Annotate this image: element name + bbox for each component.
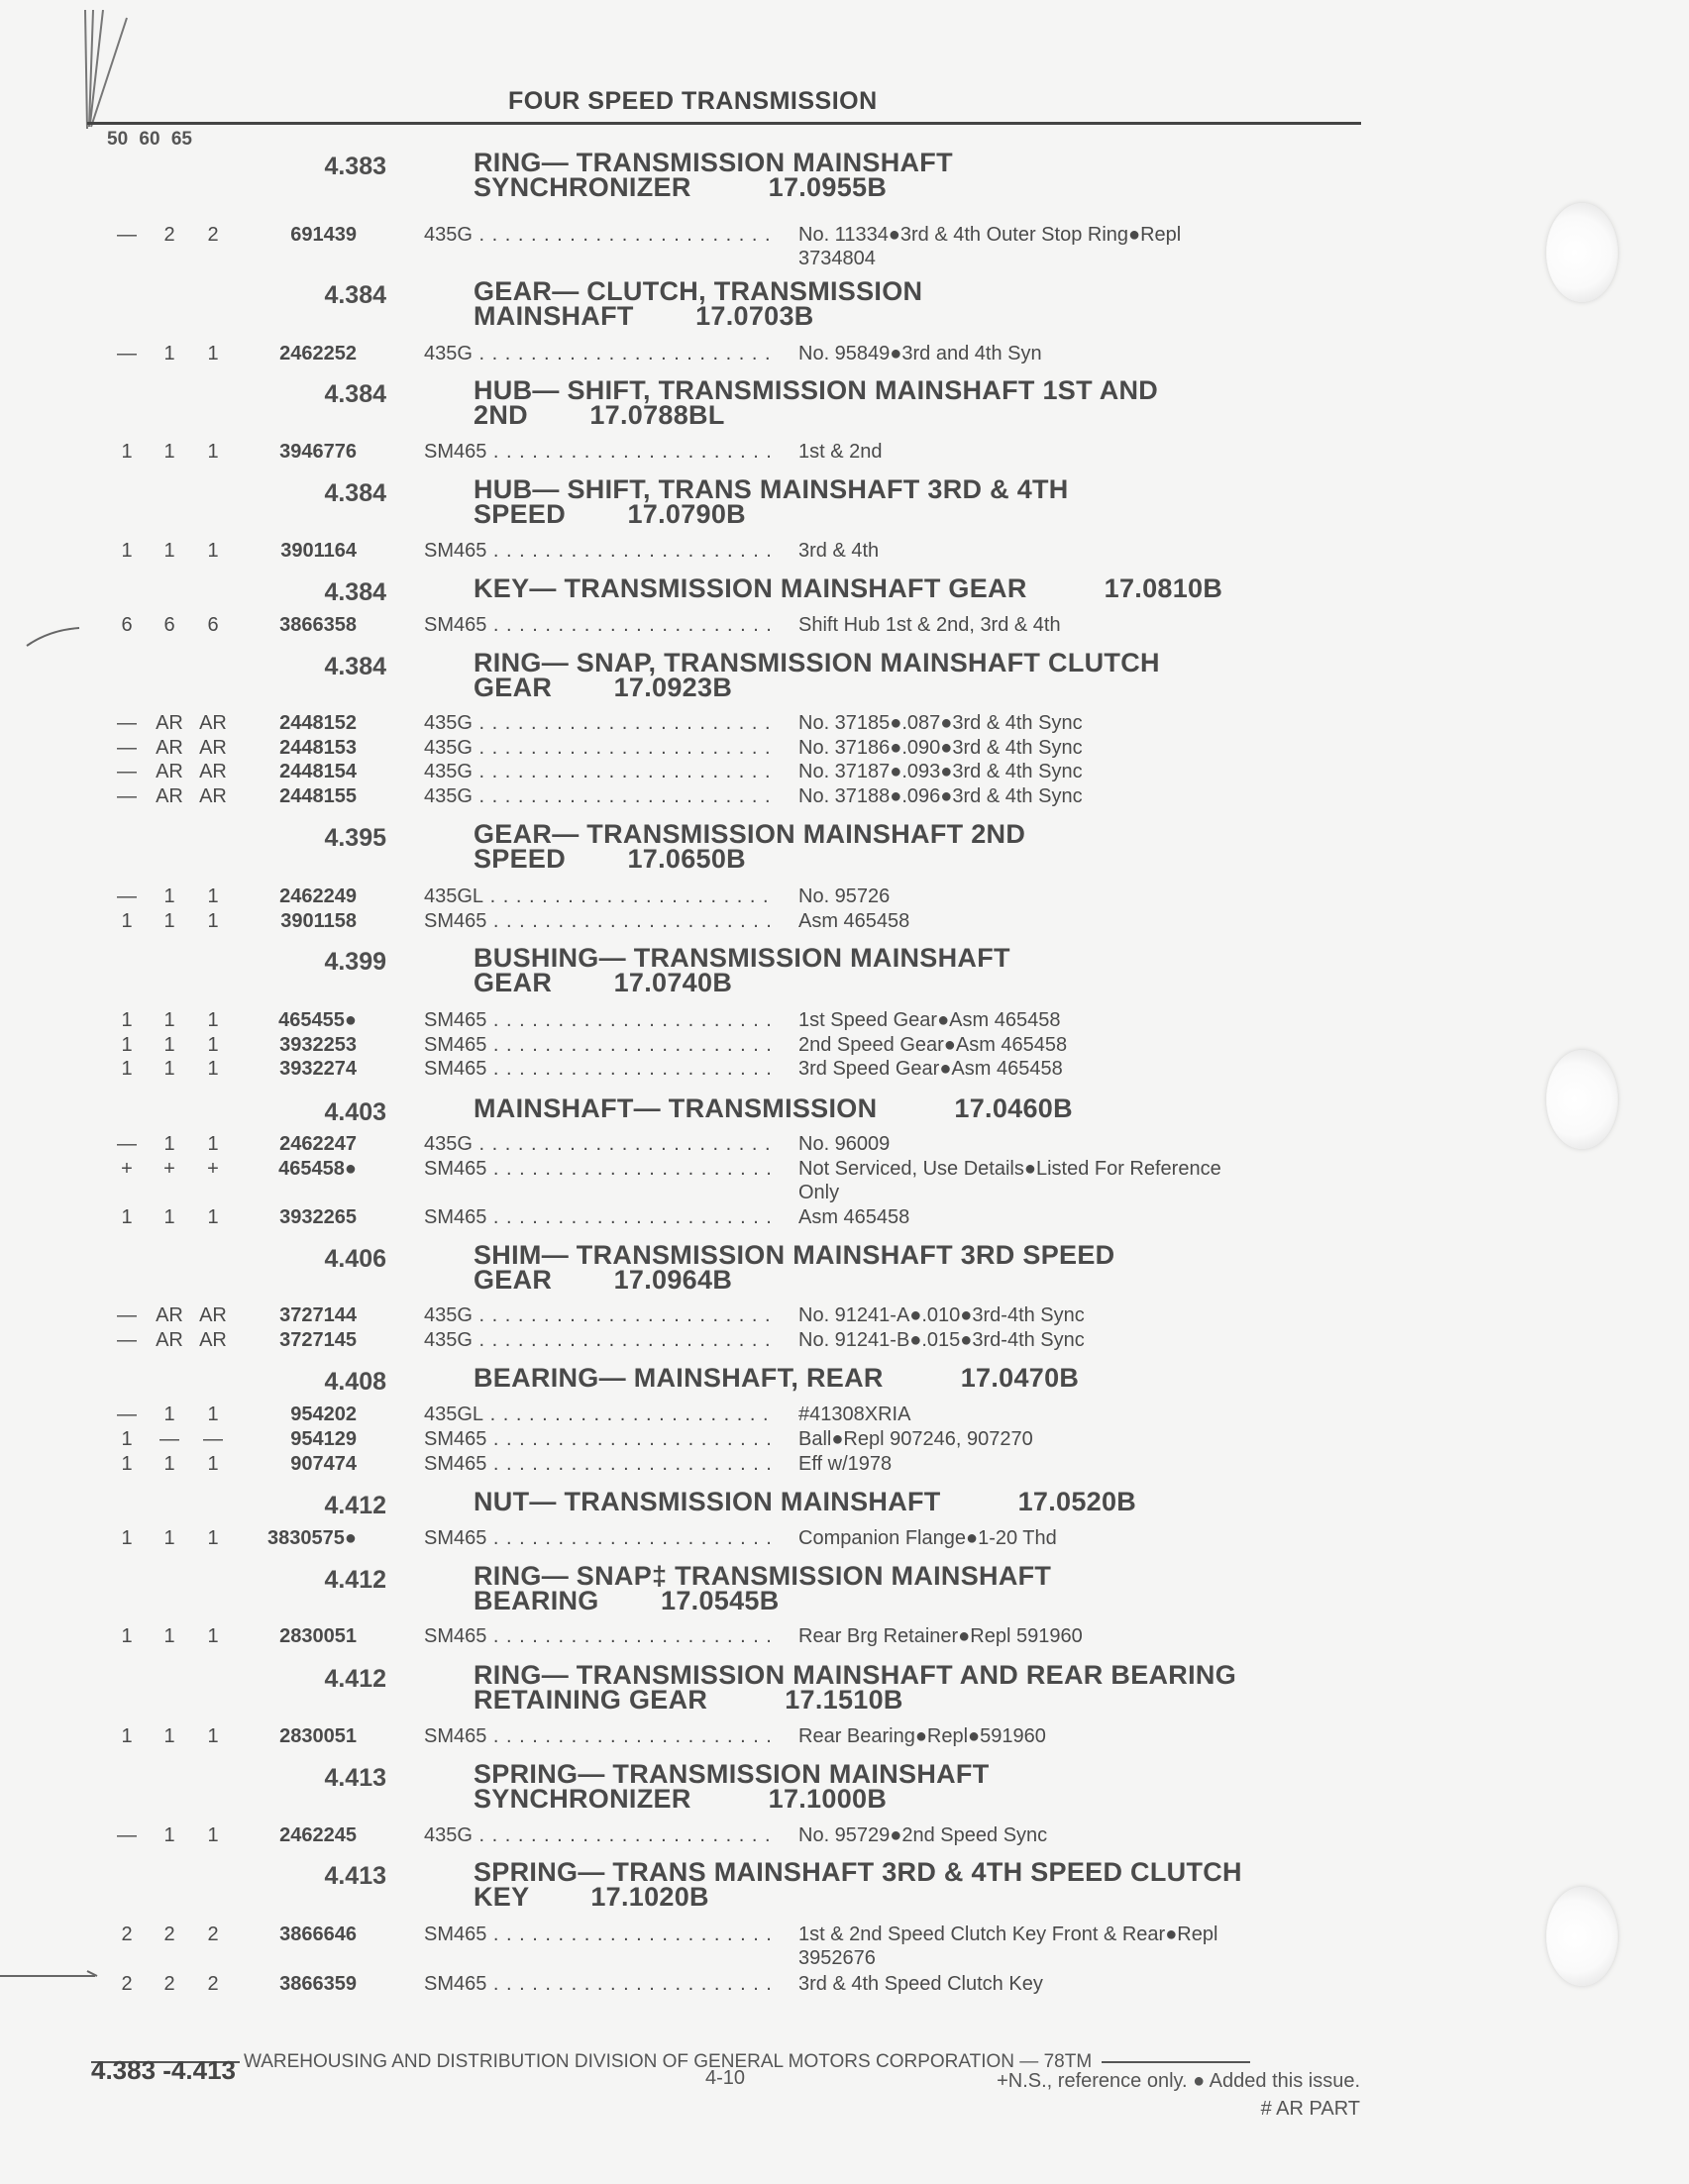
part-description-line: Rear Bearing●Repl●591960 xyxy=(798,1725,1046,1747)
part-description-line: No. 95729●2nd Speed Sync xyxy=(798,1824,1048,1846)
quantity-60: AR xyxy=(156,737,183,759)
section-title: GEAR 17.0740B xyxy=(474,968,733,997)
part-description-line: Eff w/1978 xyxy=(798,1453,893,1475)
transmission-model xyxy=(424,1403,773,1426)
quantity-50: 1 xyxy=(121,441,133,463)
transmission-model-code: 435GL xyxy=(424,885,484,907)
quantity-60: 1 xyxy=(163,1404,175,1425)
quantity-60: AR xyxy=(156,1329,183,1351)
quantity-60: 2 xyxy=(163,224,175,246)
quantity-65: 1 xyxy=(207,1625,219,1647)
transmission-model-code: 435G xyxy=(424,1329,473,1351)
quantity-65: 1 xyxy=(207,1404,219,1425)
part-description xyxy=(798,1205,1353,1229)
part-description-line: Ball●Repl 907246, 907270 xyxy=(798,1428,1033,1450)
quantity-65: 1 xyxy=(207,441,219,463)
quantity-60: 1 xyxy=(163,1034,175,1056)
part-description xyxy=(798,1427,1353,1451)
part-description-line: 3rd & 4th Speed Clutch Key xyxy=(798,1973,1043,1995)
part-description-line: No. 91241-A●.010●3rd-4th Sync xyxy=(798,1304,1085,1326)
transmission-model xyxy=(424,711,773,735)
part-number: 2462249 xyxy=(279,885,357,907)
quantity-65: AR xyxy=(199,785,227,807)
part-number: 954129 xyxy=(290,1428,357,1450)
part-number: 465455● xyxy=(278,1009,357,1031)
section-title: KEY 17.1020B xyxy=(474,1882,709,1912)
part-description xyxy=(798,1624,1353,1648)
quantity-60: 1 xyxy=(163,1824,175,1846)
quantity-50: 1 xyxy=(121,1009,133,1031)
part-number: 3932253 xyxy=(279,1034,357,1056)
transmission-model-code: SM465 xyxy=(424,910,487,932)
section-title: NUT— TRANSMISSION MAINSHAFT 17.0520B xyxy=(474,1487,1137,1516)
quantity-65: 1 xyxy=(207,1034,219,1056)
part-description xyxy=(798,613,1353,637)
quantity-60: 1 xyxy=(163,885,175,907)
quantity-60: 1 xyxy=(163,1453,175,1475)
section-title: RETAINING GEAR 17.1510B xyxy=(474,1685,903,1715)
pen-marks-corner xyxy=(77,10,137,139)
quantity-50: 2 xyxy=(121,1924,133,1945)
section-title: RING— TRANSMISSION MAINSHAFT AND REAR BEARING xyxy=(474,1660,1237,1690)
part-description xyxy=(798,342,1353,365)
transmission-model xyxy=(424,342,773,365)
transmission-model-code: 435G xyxy=(424,761,473,782)
part-description-line: 3952676 xyxy=(798,1947,876,1969)
transmission-model-code: SM465 xyxy=(424,1158,487,1180)
transmission-model xyxy=(424,1823,773,1847)
transmission-model xyxy=(424,613,773,637)
quantity-65: AR xyxy=(199,1329,227,1351)
section-number: 4.406 xyxy=(324,1245,386,1273)
transmission-model xyxy=(424,1057,773,1081)
part-number: 2448155 xyxy=(279,785,357,807)
part-description xyxy=(798,1452,1353,1476)
section-number: 4.413 xyxy=(324,1764,386,1792)
quantity-60: — xyxy=(159,1428,179,1450)
section-title: MAINSHAFT— TRANSMISSION 17.0460B xyxy=(474,1093,1073,1123)
transmission-model xyxy=(424,1427,773,1451)
transmission-model-code: 435G xyxy=(424,1133,473,1155)
transmission-model-code: 435G xyxy=(424,343,473,364)
page-title: FOUR SPEED TRANSMISSION xyxy=(508,87,878,115)
transmission-model-code: SM465 xyxy=(424,1625,487,1647)
transmission-model xyxy=(424,1303,773,1327)
quantity-50: — xyxy=(117,785,137,807)
quantity-50: — xyxy=(117,761,137,782)
quantity-60: 1 xyxy=(163,343,175,364)
footer-range: 4.383 -4.413 xyxy=(91,2055,237,2085)
transmission-model xyxy=(424,1132,773,1156)
part-number: 3901164 xyxy=(280,540,357,562)
section-number: 4.384 xyxy=(324,380,386,408)
part-number: 3866358 xyxy=(279,614,357,636)
part-description xyxy=(798,1303,1353,1327)
quantity-65: 6 xyxy=(207,614,219,636)
part-description xyxy=(798,1008,1353,1032)
transmission-model xyxy=(424,1972,773,1996)
transmission-model xyxy=(424,1033,773,1057)
part-number: 3830575● xyxy=(267,1527,357,1549)
quantity-60: 1 xyxy=(163,1625,175,1647)
section-title: BEARING— MAINSHAFT, REAR 17.0470B xyxy=(474,1363,1080,1393)
section-number: 4.412 xyxy=(324,1665,386,1693)
transmission-model-code: SM465 xyxy=(424,614,487,636)
section-title: SYNCHRONIZER 17.0955B xyxy=(474,172,888,202)
quantity-50: 1 xyxy=(121,1428,133,1450)
part-number: 2448152 xyxy=(279,712,357,734)
section-title: GEAR 17.0923B xyxy=(474,673,733,702)
quantity-50: 6 xyxy=(121,614,133,636)
section-title: GEAR 17.0964B xyxy=(474,1265,733,1295)
part-description xyxy=(798,1033,1353,1057)
section-title: BUSHING— TRANSMISSION MAINSHAFT xyxy=(474,943,1010,973)
part-description-line: 3rd & 4th xyxy=(798,540,880,562)
pen-mark-margin xyxy=(25,622,84,652)
section-number: 4.384 xyxy=(324,653,386,680)
transmission-model xyxy=(424,1008,773,1032)
footer-rule-right xyxy=(1102,2061,1250,2063)
header-rule xyxy=(87,122,1361,125)
section-title: SPEED 17.0790B xyxy=(474,499,746,529)
part-description xyxy=(798,1328,1353,1352)
quantity-65: 1 xyxy=(207,1824,219,1846)
part-number: 691439 xyxy=(290,224,357,246)
section-title: GEAR— TRANSMISSION MAINSHAFT 2ND xyxy=(474,819,1026,849)
transmission-model xyxy=(424,1923,773,1946)
part-description xyxy=(798,1724,1353,1748)
quantity-50: — xyxy=(117,737,137,759)
part-number: 3932265 xyxy=(279,1206,357,1228)
quantity-50: — xyxy=(117,1329,137,1351)
transmission-model xyxy=(424,1526,773,1550)
section-number: 4.395 xyxy=(324,824,386,852)
quantity-65: AR xyxy=(199,712,227,734)
part-description xyxy=(798,760,1353,783)
part-description-line: No. 37187●.093●3rd & 4th Sync xyxy=(798,761,1083,782)
quantity-50: — xyxy=(117,1404,137,1425)
year-columns-header: 50 60 65 xyxy=(107,129,192,150)
transmission-model xyxy=(424,440,773,464)
quantity-50: — xyxy=(117,885,137,907)
part-number: 3946776 xyxy=(279,441,357,463)
quantity-60: 6 xyxy=(163,614,175,636)
transmission-model-code: 435G xyxy=(424,737,473,759)
quantity-65: 1 xyxy=(207,540,219,562)
quantity-65: 1 xyxy=(207,910,219,932)
part-description-line: 1st & 2nd Speed Clutch Key Front & Rear●Repl xyxy=(798,1924,1218,1945)
part-number: 954202 xyxy=(290,1404,357,1425)
part-description-line: #41308XRIA xyxy=(798,1404,911,1425)
quantity-65: 2 xyxy=(207,1924,219,1945)
part-description-line: Companion Flange●1-20 Thd xyxy=(798,1527,1057,1549)
quantity-65: 1 xyxy=(207,343,219,364)
section-number: 4.383 xyxy=(324,153,386,180)
section-title: SPRING— TRANS MAINSHAFT 3RD & 4TH SPEED CLUTCH xyxy=(474,1857,1242,1887)
quantity-65: 1 xyxy=(207,1058,219,1080)
transmission-model-code: SM465 xyxy=(424,441,487,463)
quantity-50: — xyxy=(117,1824,137,1846)
part-description-line: No. 37186●.090●3rd & 4th Sync xyxy=(798,737,1083,759)
section-title: GEAR— CLUTCH, TRANSMISSION xyxy=(474,276,923,306)
section-number: 4.384 xyxy=(324,578,386,606)
part-description-line: 2nd Speed Gear●Asm 465458 xyxy=(798,1034,1068,1056)
transmission-model-code: SM465 xyxy=(424,1973,487,1995)
section-title: MAINSHAFT 17.0703B xyxy=(474,301,814,331)
transmission-model-code: 435G xyxy=(424,1824,473,1846)
quantity-60: 2 xyxy=(163,1973,175,1995)
part-description xyxy=(798,884,1353,908)
quantity-50: 2 xyxy=(121,1973,133,1995)
quantity-50: 1 xyxy=(121,1206,133,1228)
footer-legend-line-1: +N.S., reference only. ● Added this issue. xyxy=(997,2070,1360,2092)
part-description xyxy=(798,1403,1353,1426)
quantity-65: AR xyxy=(199,761,227,782)
punch-hole-middle xyxy=(1546,1050,1618,1149)
part-description-line: No. 95849●3rd and 4th Syn xyxy=(798,343,1042,364)
part-description xyxy=(798,223,1353,270)
quantity-50: — xyxy=(117,224,137,246)
part-description-line: No. 95726 xyxy=(798,885,891,907)
part-number: 3727145 xyxy=(279,1329,357,1351)
footer-legend xyxy=(997,2067,1360,2123)
quantity-60: 1 xyxy=(163,1527,175,1549)
quantity-60: AR xyxy=(156,712,183,734)
quantity-60: 2 xyxy=(163,1924,175,1945)
section-title: RING— SNAP‡ TRANSMISSION MAINSHAFT xyxy=(474,1561,1052,1591)
part-description xyxy=(798,784,1353,808)
quantity-50: 1 xyxy=(121,1034,133,1056)
section-number: 4.413 xyxy=(324,1862,386,1890)
footer-page-number: 4-10 xyxy=(705,2067,746,2089)
part-description-line: 1st Speed Gear●Asm 465458 xyxy=(798,1009,1061,1031)
punch-hole-bottom xyxy=(1546,1887,1618,1986)
part-number: 2830051 xyxy=(279,1725,357,1747)
section-title: SPEED 17.0650B xyxy=(474,844,746,874)
part-description-line: 3rd Speed Gear●Asm 465458 xyxy=(798,1058,1063,1080)
part-description-line: Not Serviced, Use Details●Listed For Reference xyxy=(798,1158,1221,1180)
part-description-line: Shift Hub 1st & 2nd, 3rd & 4th xyxy=(798,614,1061,636)
transmission-model-code: SM465 xyxy=(424,1924,487,1945)
quantity-65: 2 xyxy=(207,224,219,246)
part-number: 465458● xyxy=(278,1158,357,1180)
part-description xyxy=(798,539,1353,563)
part-description-line: No. 11334●3rd & 4th Outer Stop Ring●Repl xyxy=(798,224,1182,246)
part-number: 2462247 xyxy=(279,1133,357,1155)
quantity-65: 1 xyxy=(207,1453,219,1475)
transmission-model-code: SM465 xyxy=(424,1527,487,1549)
transmission-model-code: SM465 xyxy=(424,1206,487,1228)
transmission-model xyxy=(424,760,773,783)
quantity-60: 1 xyxy=(163,540,175,562)
part-description-line: Asm 465458 xyxy=(798,910,910,932)
quantity-50: 1 xyxy=(121,1527,133,1549)
section-number: 4.412 xyxy=(324,1492,386,1519)
part-description xyxy=(798,1972,1353,1996)
transmission-model xyxy=(424,1624,773,1648)
quantity-60: 1 xyxy=(163,1725,175,1747)
part-description xyxy=(798,711,1353,735)
part-description-line: Only xyxy=(798,1182,840,1203)
section-title: BEARING 17.0545B xyxy=(474,1586,780,1615)
section-title: RING— TRANSMISSION MAINSHAFT xyxy=(474,148,953,177)
quantity-60: AR xyxy=(156,1304,183,1326)
quantity-50: — xyxy=(117,712,137,734)
transmission-model-code: SM465 xyxy=(424,1058,487,1080)
part-description-line: 1st & 2nd xyxy=(798,441,883,463)
quantity-50: 1 xyxy=(121,1625,133,1647)
section-title: SPRING— TRANSMISSION MAINSHAFT xyxy=(474,1759,990,1789)
transmission-model-code: 435G xyxy=(424,785,473,807)
transmission-model-code: SM465 xyxy=(424,1034,487,1056)
quantity-50: 1 xyxy=(121,1453,133,1475)
transmission-model xyxy=(424,1205,773,1229)
section-title: 2ND 17.0788BL xyxy=(474,400,725,430)
quantity-50: 1 xyxy=(121,1058,133,1080)
transmission-model xyxy=(424,1452,773,1476)
part-number: 3901158 xyxy=(280,910,357,932)
part-description-line: No. 96009 xyxy=(798,1133,891,1155)
part-description xyxy=(798,440,1353,464)
part-number: 2462245 xyxy=(279,1824,357,1846)
part-number: 2462252 xyxy=(279,343,357,364)
section-number: 4.384 xyxy=(324,281,386,309)
quantity-65: 2 xyxy=(207,1973,219,1995)
part-description xyxy=(798,736,1353,760)
section-title: KEY— TRANSMISSION MAINSHAFT GEAR 17.0810B xyxy=(474,573,1223,603)
part-description xyxy=(798,1823,1353,1847)
section-title: SYNCHRONIZER 17.1000B xyxy=(474,1784,888,1814)
part-number: 3932274 xyxy=(279,1058,357,1080)
quantity-65: 1 xyxy=(207,1009,219,1031)
part-number: 3727144 xyxy=(279,1304,357,1326)
part-number: 3866359 xyxy=(279,1973,357,1995)
part-description-line: No. 37185●.087●3rd & 4th Sync xyxy=(798,712,1083,734)
transmission-model xyxy=(424,1724,773,1748)
transmission-model xyxy=(424,784,773,808)
quantity-50: — xyxy=(117,343,137,364)
quantity-50: — xyxy=(117,1133,137,1155)
quantity-60: 1 xyxy=(163,1133,175,1155)
punch-hole-top xyxy=(1546,203,1618,302)
transmission-model-code: SM465 xyxy=(424,540,487,562)
quantity-65: 1 xyxy=(207,1206,219,1228)
transmission-model xyxy=(424,539,773,563)
part-description xyxy=(798,1526,1353,1550)
section-number: 4.412 xyxy=(324,1566,386,1594)
quantity-60: 1 xyxy=(163,1058,175,1080)
quantity-65: — xyxy=(203,1428,223,1450)
quantity-65: 1 xyxy=(207,1725,219,1747)
transmission-model-code: 435GL xyxy=(424,1404,484,1425)
section-title: HUB— SHIFT, TRANS MAINSHAFT 3RD & 4TH xyxy=(474,474,1069,504)
quantity-50: 1 xyxy=(121,540,133,562)
part-description xyxy=(798,1132,1353,1156)
transmission-model-code: 435G xyxy=(424,712,473,734)
quantity-60: 1 xyxy=(163,910,175,932)
quantity-60: + xyxy=(163,1158,175,1180)
part-description-line: 3734804 xyxy=(798,248,876,269)
transmission-model xyxy=(424,736,773,760)
transmission-model-code: 435G xyxy=(424,1304,473,1326)
quantity-60: AR xyxy=(156,785,183,807)
transmission-model-code: SM465 xyxy=(424,1428,487,1450)
part-description xyxy=(798,1157,1353,1204)
quantity-60: 1 xyxy=(163,1009,175,1031)
quantity-65: 1 xyxy=(207,1527,219,1549)
quantity-65: 1 xyxy=(207,885,219,907)
quantity-65: + xyxy=(207,1158,219,1180)
pen-mark-arrow xyxy=(0,1966,109,1986)
transmission-model xyxy=(424,1157,773,1181)
footer-division: WAREHOUSING AND DISTRIBUTION DIVISION OF GENERAL MOTORS CORPORATION — 78TM xyxy=(244,2051,1093,2072)
footer-legend-line-2: # AR PART xyxy=(1260,2098,1360,2120)
quantity-50: 1 xyxy=(121,1725,133,1747)
transmission-model-code: SM465 xyxy=(424,1453,487,1475)
section-number: 4.399 xyxy=(324,948,386,976)
section-number: 4.403 xyxy=(324,1098,386,1126)
quantity-60: 1 xyxy=(163,1206,175,1228)
transmission-model-code: SM465 xyxy=(424,1009,487,1031)
transmission-model xyxy=(424,884,773,908)
part-description xyxy=(798,1057,1353,1081)
part-description xyxy=(798,909,1353,933)
section-title: SHIM— TRANSMISSION MAINSHAFT 3RD SPEED xyxy=(474,1240,1115,1270)
section-title: RING— SNAP, TRANSMISSION MAINSHAFT CLUTCH xyxy=(474,648,1160,677)
transmission-model xyxy=(424,1328,773,1352)
part-description-line: No. 37188●.096●3rd & 4th Sync xyxy=(798,785,1083,807)
quantity-50: 1 xyxy=(121,910,133,932)
part-description-line: Rear Brg Retainer●Repl 591960 xyxy=(798,1625,1083,1647)
section-number: 4.384 xyxy=(324,479,386,507)
quantity-65: AR xyxy=(199,737,227,759)
quantity-60: AR xyxy=(156,761,183,782)
transmission-model xyxy=(424,223,773,247)
quantity-65: 1 xyxy=(207,1133,219,1155)
part-number: 2830051 xyxy=(279,1625,357,1647)
quantity-65: AR xyxy=(199,1304,227,1326)
transmission-model xyxy=(424,909,773,933)
part-description-line: No. 91241-B●.015●3rd-4th Sync xyxy=(798,1329,1085,1351)
quantity-60: 1 xyxy=(163,441,175,463)
section-number: 4.408 xyxy=(324,1368,386,1396)
part-number: 2448153 xyxy=(279,737,357,759)
part-description xyxy=(798,1923,1353,1970)
part-description-line: Asm 465458 xyxy=(798,1206,910,1228)
part-number: 2448154 xyxy=(279,761,357,782)
section-title: HUB— SHIFT, TRANSMISSION MAINSHAFT 1ST AND xyxy=(474,375,1159,405)
transmission-model-code: SM465 xyxy=(424,1725,487,1747)
part-number: 3866646 xyxy=(279,1924,357,1945)
part-number: 907474 xyxy=(290,1453,357,1475)
quantity-50: + xyxy=(121,1158,133,1180)
transmission-model-code: 435G xyxy=(424,224,473,246)
quantity-50: — xyxy=(117,1304,137,1326)
